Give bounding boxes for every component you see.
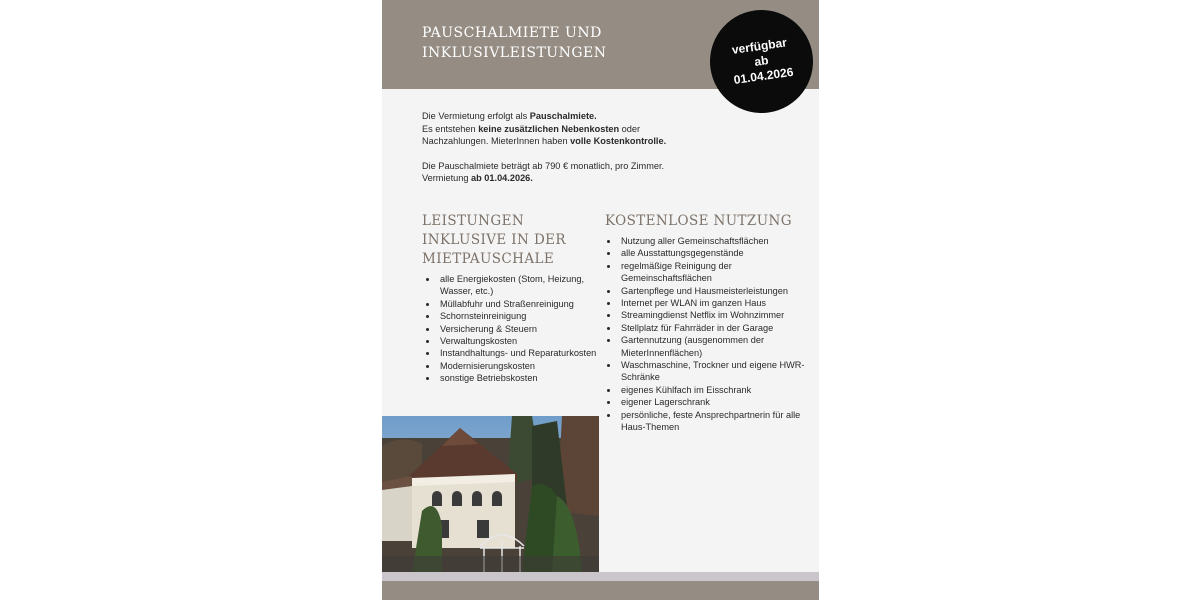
intro-bold-run: volle Kostenkontrolle.: [570, 136, 667, 146]
house-photo-illustration: [382, 416, 599, 573]
list-item: • Versicherung & Steuern: [438, 323, 612, 335]
intro-text-run: Nachzahlungen. MieterInnen haben: [422, 136, 571, 146]
intro-text-run: Die Vermietung erfolgt als: [422, 111, 530, 121]
leistungen-heading: LEISTUNGEN INKLUSIVE IN DER MIETPAUSCHALE: [422, 213, 566, 267]
list-item: • eigener Lagerschrank: [619, 396, 805, 408]
list-item: • Waschmaschine, Trockner und eigene HWR-Schränke: [619, 359, 805, 384]
intro-bold-run: ab 01.04.2026.: [471, 173, 533, 183]
list-item: • persönliche, feste Ansprechpartnerin für alle Haus-Themen: [619, 409, 805, 434]
page-title: PAUSCHALMIETE UND INKLUSIVLEISTUNGEN: [422, 25, 607, 62]
list-item: • Gartenpflege und Hausmeisterleistungen: [619, 285, 805, 297]
list-item: • Gartennutzung (ausgenommen der MieterInnenflächen): [619, 334, 805, 359]
list-item: • eigenes Kühlfach im Eisschrank: [619, 384, 805, 396]
list-item: • alle Ausstattungsgegenstände: [619, 247, 805, 259]
intro-bold-run: keine zusätzlichen Nebenkosten: [478, 123, 620, 134]
intro-text-run: Vermietung: [422, 173, 472, 183]
list-item: • alle Energiekosten (Stom, Heizung, Wasser, etc.): [438, 273, 612, 298]
flyer-page: [382, 0, 819, 600]
list-item: • Instandhaltungs- und Reparaturkosten: [438, 347, 612, 359]
badge-line-2: ab: [753, 53, 770, 69]
intro-paragraph-2: [422, 160, 792, 185]
list-item: • Müllabfuhr und Straßenreinigung: [438, 298, 612, 310]
intro-bold-run: Pauschalmiete.: [529, 111, 597, 121]
list-item: • Nutzung aller Gemeinschaftsflächen: [619, 235, 805, 247]
leistungen-list: [422, 273, 612, 385]
list-item: • Schornsteinreinigung: [438, 310, 612, 322]
intro-paragraph-1: [422, 110, 792, 148]
badge-line-1: verfügbar: [730, 35, 788, 57]
kostenlose-nutzung-section: [605, 212, 805, 434]
list-item: • sonstige Betriebskosten: [438, 372, 612, 384]
list-item: • Modernisierungskosten: [438, 360, 612, 372]
list-item: • Streamingdienst Netflix im Wohnzimmer: [619, 309, 805, 321]
list-item: • Internet per WLAN im ganzen Haus: [619, 297, 805, 309]
house-photo: [382, 416, 599, 573]
kostenlose-nutzung-list: [605, 235, 805, 434]
kostenlose-nutzung-heading: KOSTENLOSE NUTZUNG: [605, 213, 792, 229]
intro-text-run: Es entstehen: [422, 123, 479, 134]
intro-text: [422, 110, 792, 197]
badge-line-3: 01.04.2026: [732, 64, 795, 87]
footer-stripe-light: [382, 572, 819, 581]
footer-stripe-dark: [382, 581, 819, 600]
intro-text-run: oder: [619, 123, 641, 134]
leistungen-section: [422, 212, 612, 385]
list-item: • Stellplatz für Fahrräder in der Garage: [619, 322, 805, 334]
list-item: • regelmäßige Reinigung der Gemeinschaftsflächen: [619, 260, 805, 285]
intro-text-run: Die Pauschalmiete beträgt ab 790 € monatlich, pro Zimmer.: [422, 160, 665, 171]
list-item: • Verwaltungskosten: [438, 335, 612, 347]
